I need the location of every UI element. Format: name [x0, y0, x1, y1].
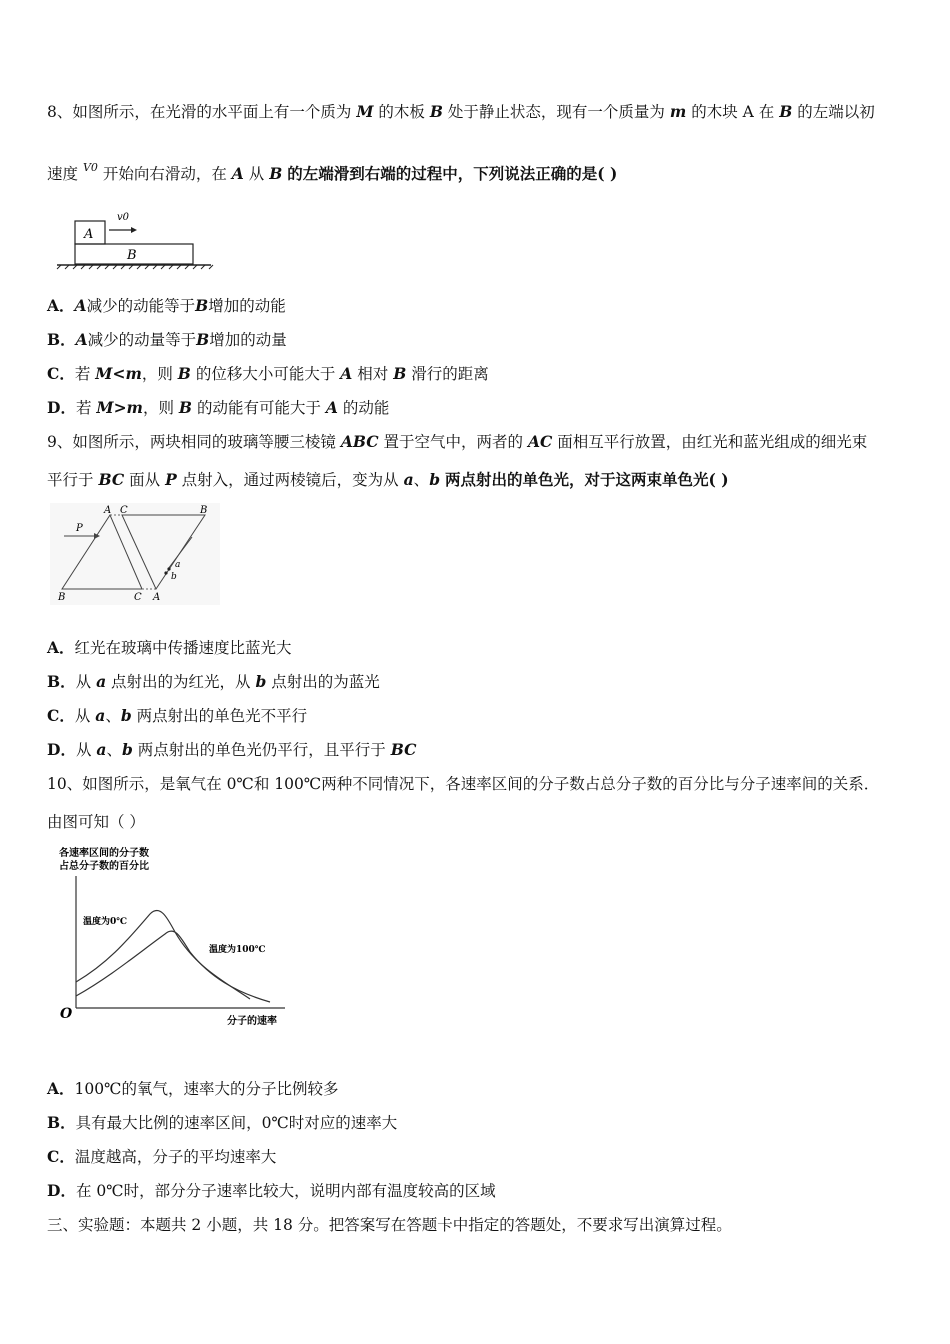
option-letter: C．	[47, 364, 75, 383]
q8-var-B: B	[178, 398, 193, 417]
q9-stem-line2	[47, 470, 729, 490]
option-text: 减少的动能等于	[86, 297, 196, 315]
q9-var-a: a	[96, 740, 107, 759]
block-a-label: A	[84, 227, 94, 242]
q9-answer-paren: )	[715, 470, 729, 489]
q8-text: 的木板	[378, 103, 425, 121]
q8-answer-paren: )	[604, 164, 618, 183]
q8-text: 的左端滑到右端的过程中，下列说法正确的是(	[287, 164, 605, 183]
board-b-label: B	[127, 248, 137, 263]
q9-var-BC: BC	[390, 740, 417, 759]
q9-var-a: a	[403, 470, 414, 489]
q8-var-A: A	[340, 364, 353, 383]
q8-var-B: B	[196, 330, 210, 349]
q9-var-b: b	[429, 470, 441, 489]
q9-option-c[interactable]	[47, 706, 307, 726]
curve-100c	[76, 931, 270, 1002]
option-text: 从	[75, 673, 92, 691]
q9-text: 面相互平行放置，由红光和蓝光组成的细光束	[557, 433, 868, 451]
option-text: ，则	[141, 365, 173, 383]
option-condition: M>m	[96, 398, 143, 417]
label-A: A	[153, 592, 161, 603]
section-3-text: 三、实验题：本题共 2 小题，共 18 分。把答案写在答题卡中指定的答题处，不要求写出演算过程。	[47, 1216, 732, 1234]
option-letter: D．	[47, 398, 76, 417]
q8-text: 8、如图所示，在光滑的水平面上有一个质为	[47, 103, 352, 121]
q10-chart	[55, 842, 300, 1030]
q8-text: 速度	[47, 165, 79, 183]
label-a: a	[175, 560, 181, 570]
label-B: B	[200, 505, 208, 516]
option-letter: C．	[47, 706, 75, 725]
q8-text: 处于静止状态，现有一个质量为	[447, 103, 665, 121]
option-letter: D．	[47, 1181, 76, 1200]
option-text: 从	[74, 707, 91, 725]
q9-stem-line1	[47, 432, 867, 452]
label-B: B	[58, 592, 66, 603]
option-text: 两点射出的单色光不平行	[136, 707, 308, 725]
option-text: 100℃的氧气，速率大的分子比例较多	[74, 1080, 339, 1098]
option-text: 、	[106, 741, 122, 759]
q8-v0-symbol: V0	[82, 161, 98, 174]
q8-var-A: A	[74, 296, 87, 315]
q10-option-b[interactable]	[47, 1113, 397, 1133]
q8-stem-line2	[47, 161, 618, 186]
option-text: 若	[74, 365, 91, 383]
arrow-head-icon	[131, 227, 137, 233]
option-text: 具有最大比例的速率区间，0℃时对应的速率大	[75, 1114, 398, 1132]
q8-var-B: B	[393, 364, 407, 383]
q9-var-b: b	[120, 706, 132, 725]
q9-text: 点射入，通过两棱镜后，变为从	[181, 471, 399, 489]
q10-stem-line2	[47, 812, 145, 832]
q8-option-c[interactable]	[47, 364, 489, 384]
q8-option-a[interactable]	[47, 296, 286, 316]
option-condition: M<m	[95, 364, 142, 383]
q8-text: 开始向右滑动，在	[102, 165, 227, 183]
option-text: 若	[75, 399, 92, 417]
label-0c: 温度为0℃	[83, 917, 128, 927]
option-letter: A．	[47, 1079, 75, 1098]
q8-var-M: M	[356, 102, 374, 121]
option-letter: C．	[47, 1147, 75, 1166]
q9-option-d[interactable]	[47, 740, 416, 760]
point-a	[167, 567, 170, 570]
q9-var-a: a	[95, 706, 106, 725]
q8-var-A: A	[75, 330, 88, 349]
label-A: A	[104, 505, 112, 516]
q8-var-B: B	[177, 364, 191, 383]
option-letter: B．	[47, 330, 76, 349]
q8-var-m: m	[669, 102, 687, 121]
option-text: 在 0℃时，部分分子速率比较大，说明内部有温度较高的区域	[75, 1182, 496, 1200]
q8-option-d[interactable]	[47, 398, 389, 418]
q8-figure	[55, 208, 217, 270]
option-text: 红光在玻璃中传播速度比蓝光大	[74, 639, 292, 657]
label-C: C	[120, 505, 128, 516]
figure-background	[50, 503, 220, 605]
q8-text: 的木块 A 在	[691, 103, 775, 121]
q8-var-A: A	[325, 398, 338, 417]
q9-text: 平行于	[47, 471, 94, 489]
chart-origin-label: O	[60, 1006, 73, 1022]
q10-option-a[interactable]	[47, 1079, 338, 1099]
q9-figure	[50, 503, 220, 605]
q10-stem-line1	[47, 774, 879, 794]
q10-text: 由图可知（ ）	[47, 813, 145, 831]
q9-text: 面从	[129, 471, 161, 489]
q9-text: 置于空气中，两者的	[383, 433, 524, 451]
option-text: 增加的动能	[208, 297, 286, 315]
label-100c: 温度为100℃	[209, 945, 266, 955]
chart-ylabel-line2: 占总分子数的百分比	[59, 861, 149, 872]
q8-text: 的左端以初	[797, 103, 875, 121]
q9-var-BC: BC	[98, 470, 125, 489]
label-C: C	[134, 592, 142, 603]
option-letter: A．	[47, 638, 75, 657]
q9-var-P: P	[165, 470, 177, 489]
section-3-heading	[47, 1215, 732, 1235]
q9-var-a: a	[96, 672, 107, 691]
q8-text: 从	[248, 165, 265, 183]
label-b: b	[171, 572, 177, 582]
label-P: P	[76, 523, 83, 534]
q10-text: 10、如图所示，是氧气在 0℃和 100℃两种不同情况下，各速率区间的分子数占总分子数的百分比与分子速率间的关系．	[47, 775, 880, 793]
q10-option-c[interactable]	[47, 1147, 276, 1167]
point-b	[164, 571, 167, 574]
option-text: 点射出的为红光，从	[111, 673, 251, 691]
q8-var-B: B	[269, 164, 283, 183]
option-text: 增加的动量	[209, 331, 287, 349]
q9-text: 两点射出的单色光，对于这两束单色光(	[444, 470, 716, 489]
q9-option-a[interactable]	[47, 638, 292, 658]
option-text: 的位移大小可能大于	[195, 365, 336, 383]
q8-var-B: B	[779, 102, 793, 121]
q9-text: 9、如图所示，两块相同的玻璃等腰三棱镜	[47, 433, 336, 451]
q8-var-B: B	[195, 296, 209, 315]
q9-var-b: b	[121, 740, 133, 759]
chart-xlabel: 分子的速率	[227, 1016, 277, 1027]
q9-var-AC: AC	[527, 432, 553, 451]
q8-var-A: A	[231, 164, 244, 183]
option-letter: A．	[47, 296, 75, 315]
q8-option-b[interactable]	[47, 330, 287, 350]
q9-text: 、	[413, 471, 430, 489]
option-text: 的动能有可能大于	[196, 399, 321, 417]
option-letter: D．	[47, 740, 76, 759]
chart-ylabel-line1: 各速率区间的分子数	[59, 848, 149, 859]
option-text: 相对	[357, 365, 389, 383]
option-text: 的动能	[342, 399, 390, 417]
option-text: ，则	[142, 399, 174, 417]
q10-option-d[interactable]	[47, 1181, 496, 1201]
option-text: 从	[75, 741, 92, 759]
q9-var-ABC: ABC	[340, 432, 379, 451]
velocity-label: v0	[117, 212, 130, 223]
q9-option-b[interactable]	[47, 672, 380, 692]
q8-stem-line1	[47, 102, 875, 122]
option-letter: B．	[47, 672, 76, 691]
option-text: 减少的动量等于	[87, 331, 197, 349]
option-letter: B．	[47, 1113, 76, 1132]
option-text: 、	[105, 707, 121, 725]
option-text: 温度越高，分子的平均速率大	[74, 1148, 277, 1166]
option-text: 点射出的为蓝光	[271, 673, 380, 691]
q9-var-b: b	[255, 672, 267, 691]
q8-var-B: B	[429, 102, 443, 121]
option-text: 滑行的距离	[411, 365, 489, 383]
option-text: 两点射出的单色光仍平行，且平行于	[137, 741, 386, 759]
